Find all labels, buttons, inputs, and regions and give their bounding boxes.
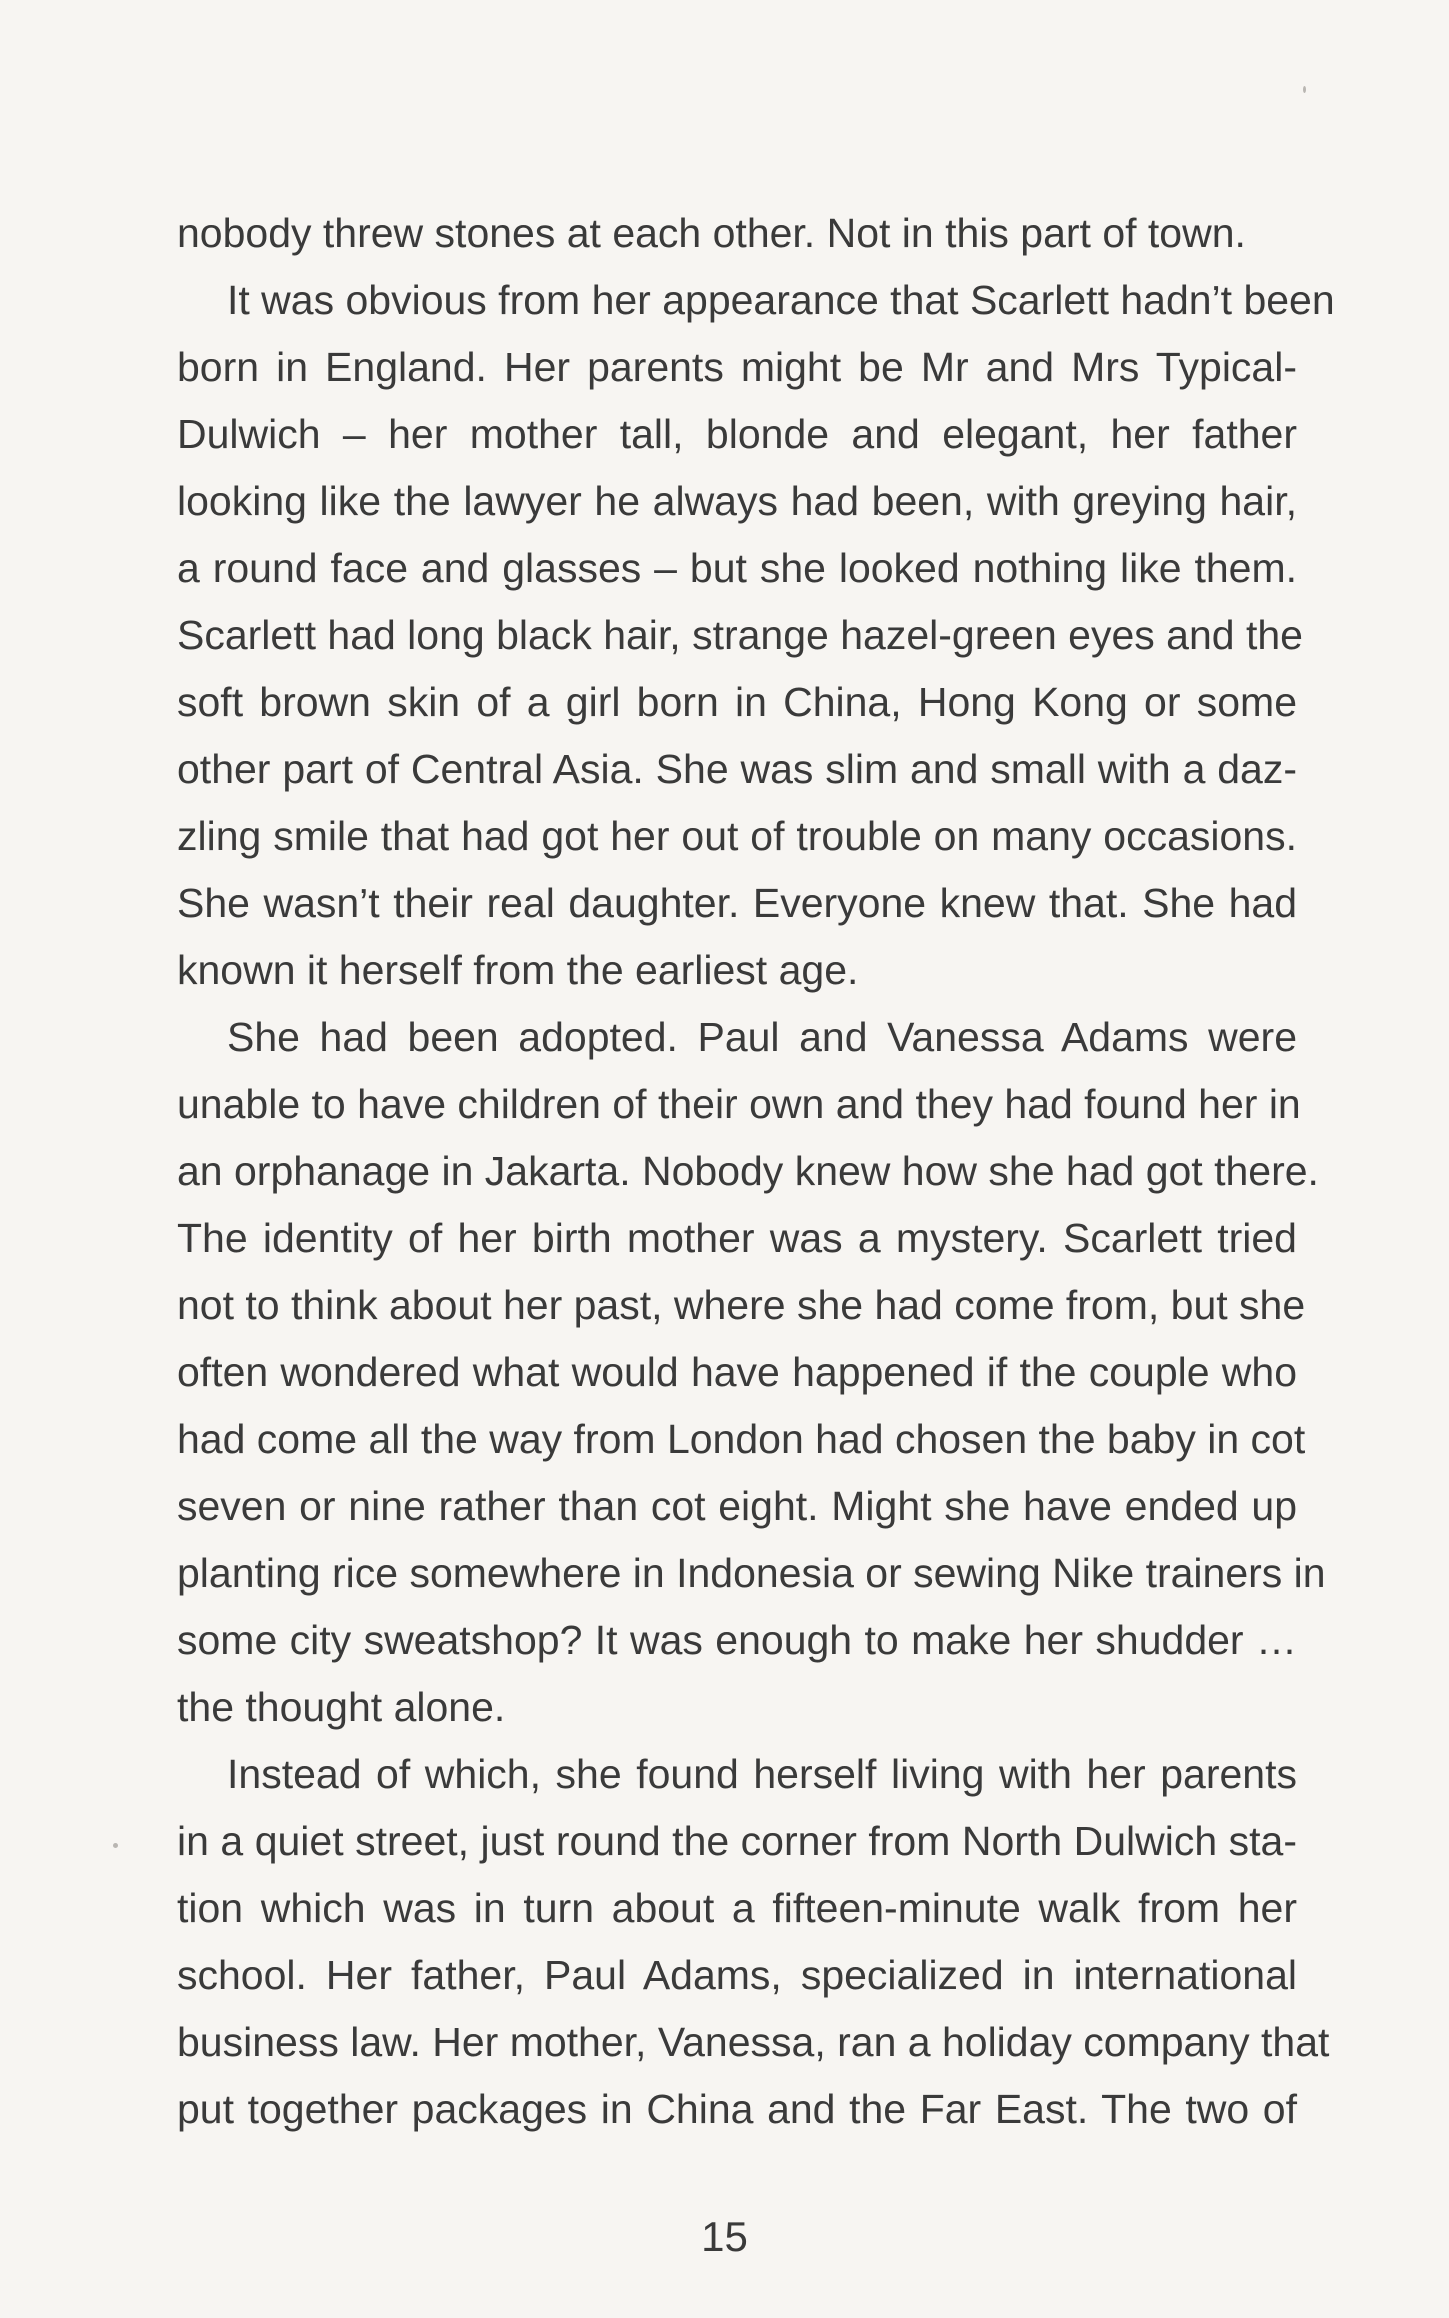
text-line: seven or nine rather than cot eight. Might she have ended up [177, 1483, 1297, 1529]
text-line: not to think about her past, where she had come from, but she [177, 1282, 1306, 1328]
text-line: looking like the lawyer he always had been, with greying hair, [177, 478, 1297, 524]
text-line: an orphanage in Jakarta. Nobody knew how she had got there. [177, 1148, 1319, 1194]
text-line: school. Her father, Paul Adams, specialized in international [177, 1952, 1297, 1998]
text-line: some city sweatshop? It was enough to make her shudder … [177, 1617, 1297, 1663]
paper-speck [113, 1843, 118, 1848]
text-line: Scarlett had long black hair, strange hazel-green eyes and the [177, 612, 1303, 658]
text-line: She had been adopted. Paul and Vanessa Adams were [227, 1014, 1297, 1060]
text-line: often wondered what would have happened if the couple who [177, 1349, 1297, 1395]
text-line: Instead of which, she found herself living with her parents [227, 1751, 1297, 1797]
text-line: in a quiet street, just round the corner from North Dulwich sta- [177, 1818, 1297, 1864]
text-line: business law. Her mother, Vanessa, ran a holiday company that [177, 2019, 1330, 2065]
text-line: The identity of her birth mother was a mystery. Scarlett tried [177, 1215, 1297, 1261]
text-line: other part of Central Asia. She was slim and small with a daz- [177, 746, 1297, 792]
text-line: nobody threw stones at each other. Not in this part of town. [177, 210, 1246, 256]
text-line: a round face and glasses – but she looked nothing like them. [177, 545, 1297, 591]
paper-speck [1303, 86, 1306, 93]
text-line: unable to have children of their own and they had found her in [177, 1081, 1301, 1127]
text-line: Dulwich – her mother tall, blonde and elegant, her father [177, 411, 1297, 457]
text-line: zling smile that had got her out of trouble on many occasions. [177, 813, 1297, 859]
text-line: planting rice somewhere in Indonesia or sewing Nike trainers in [177, 1550, 1326, 1596]
page-number: 15 [701, 2213, 748, 2260]
text-line: tion which was in turn about a fifteen-minute walk from her [177, 1885, 1297, 1931]
text-line: It was obvious from her appearance that Scarlett hadn’t been [227, 277, 1335, 323]
text-line: born in England. Her parents might be Mr and Mrs Typical- [177, 344, 1297, 390]
text-line: known it herself from the earliest age. [177, 947, 859, 993]
text-line: had come all the way from London had chosen the baby in cot [177, 1416, 1306, 1462]
text-line: the thought alone. [177, 1684, 506, 1730]
text-line: soft brown skin of a girl born in China, Hong Kong or some [177, 679, 1297, 725]
text-line: She wasn’t their real daughter. Everyone knew that. She had [177, 880, 1297, 926]
body-text [177, 200, 1335, 2143]
text-line: put together packages in China and the Far East. The two of [177, 2086, 1297, 2132]
